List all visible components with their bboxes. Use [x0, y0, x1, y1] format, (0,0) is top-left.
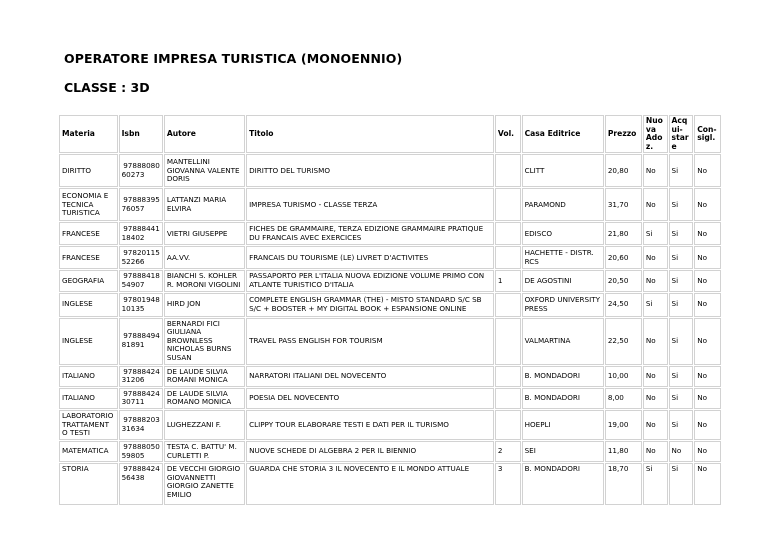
cell-consigl: No	[694, 463, 721, 505]
cell-nuova: No	[643, 441, 668, 462]
cell-titolo: GUARDA CHE STORIA 3 IL NOVECENTO E IL MONDO ATTUALE	[246, 463, 494, 505]
cell-prezzo: 21,80	[605, 222, 642, 245]
cell-vol	[495, 388, 521, 409]
cell-nuova: No	[643, 188, 668, 221]
cell-acquistare: No	[669, 441, 694, 462]
cell-consigl: No	[694, 246, 721, 269]
cell-titolo: NARRATORI ITALIANI DEL NOVECENTO	[246, 366, 494, 387]
cell-acquistare: Si	[669, 293, 694, 317]
col-autore-header: Autore	[164, 115, 245, 153]
cell-titolo: DIRITTO DEL TURISMO	[246, 154, 494, 187]
cell-autore: LATTANZI MARIA ELVIRA	[164, 188, 245, 221]
cell-vol	[495, 154, 521, 187]
cell-casa: VALMARTINA	[522, 318, 604, 365]
cell-casa: EDISCO	[522, 222, 604, 245]
cell-prezzo: 18,70	[605, 463, 642, 505]
cell-nuova: No	[643, 388, 668, 409]
cell-consigl: No	[694, 222, 721, 245]
table-row	[59, 154, 721, 187]
cell-acquistare: Si	[669, 188, 694, 221]
cell-autore: VIETRI GIUSEPPE	[164, 222, 245, 245]
cell-titolo: FRANCAIS DU TOURISME (LE) LIVRET D'ACTIVITES	[246, 246, 494, 269]
cell-materia: MATEMATICA	[59, 441, 118, 462]
cell-autore: DE LAUDE SILVIA ROMANO MONICA	[164, 388, 245, 409]
cell-prezzo: 20,60	[605, 246, 642, 269]
cell-isbn: 97888424 31206	[119, 366, 163, 387]
cell-materia: ITALIANO	[59, 366, 118, 387]
table-row	[59, 188, 721, 221]
cell-consigl: No	[694, 388, 721, 409]
page-title: OPERATORE IMPRESA TURISTICA (MONOENNIO)	[64, 51, 403, 66]
cell-titolo: IMPRESA TURISMO - CLASSE TERZA	[246, 188, 494, 221]
cell-prezzo: 31,70	[605, 188, 642, 221]
cell-isbn: 97888203 31634	[119, 410, 163, 440]
cell-nuova: No	[643, 246, 668, 269]
col-acquistare-header: Acqui- stare	[669, 115, 694, 153]
cell-prezzo: 22,50	[605, 318, 642, 365]
cell-casa: B. MONDADORI	[522, 463, 604, 505]
cell-consigl: No	[694, 270, 721, 291]
cell-vol	[495, 366, 521, 387]
cell-titolo: NUOVE SCHEDE DI ALGEBRA 2 PER IL BIENNIO	[246, 441, 494, 462]
cell-vol: 1	[495, 270, 521, 291]
table-row	[59, 366, 721, 387]
cell-materia: STORIA	[59, 463, 118, 505]
cell-isbn: 97888494 81891	[119, 318, 163, 365]
cell-vol	[495, 246, 521, 269]
cell-consigl: No	[694, 188, 721, 221]
cell-materia: GEOGRAFIA	[59, 270, 118, 291]
cell-titolo: TRAVEL PASS ENGLISH FOR TOURISM	[246, 318, 494, 365]
cell-casa: SEI	[522, 441, 604, 462]
col-nuova-header: Nuova Adoz.	[643, 115, 668, 153]
cell-autore: HIRD JON	[164, 293, 245, 317]
col-isbn-header: Isbn	[119, 115, 163, 153]
cell-autore: TESTA C. BATTU' M. CURLETTI P.	[164, 441, 245, 462]
cell-isbn: 97888395 76057	[119, 188, 163, 221]
cell-autore: AA.VV.	[164, 246, 245, 269]
cell-isbn: 97801948 10135	[119, 293, 163, 317]
cell-consigl: No	[694, 154, 721, 187]
cell-acquistare: Si	[669, 270, 694, 291]
cell-consigl: No	[694, 293, 721, 317]
cell-casa: DE AGOSTINI	[522, 270, 604, 291]
cell-nuova: No	[643, 270, 668, 291]
cell-consigl: No	[694, 441, 721, 462]
cell-isbn: 97888424 30711	[119, 388, 163, 409]
table-row	[59, 441, 721, 462]
cell-prezzo: 19,00	[605, 410, 642, 440]
cell-acquistare: Si	[669, 246, 694, 269]
cell-materia: DIRITTO	[59, 154, 118, 187]
col-consigl-header: Con- sigl.	[694, 115, 721, 153]
cell-materia: ITALIANO	[59, 388, 118, 409]
book-table	[58, 114, 722, 506]
cell-nuova: No	[643, 318, 668, 365]
cell-materia: FRANCESE	[59, 222, 118, 245]
cell-isbn: 97888080 60273	[119, 154, 163, 187]
cell-acquistare: Si	[669, 222, 694, 245]
cell-casa: PARAMOND	[522, 188, 604, 221]
cell-isbn: 97820115 52266	[119, 246, 163, 269]
cell-acquistare: Si	[669, 463, 694, 505]
class-heading: CLASSE : 3D	[64, 80, 150, 95]
cell-autore: BERNARDI FICI GIULIANA BROWNLESS NICHOLAS BURNS SUSAN	[164, 318, 245, 365]
cell-vol	[495, 318, 521, 365]
cell-acquistare: Si	[669, 318, 694, 365]
cell-nuova: Si	[643, 293, 668, 317]
cell-materia: ECONOMIA E TECNICA TURISTICA	[59, 188, 118, 221]
table-row	[59, 388, 721, 409]
cell-casa: OXFORD UNIVERSITY PRESS	[522, 293, 604, 317]
cell-titolo: FICHES DE GRAMMAIRE, TERZA EDIZIONE GRAMMAIRE PRATIQUE DU FRANCAIS AVEC EXERCICES	[246, 222, 494, 245]
table-row	[59, 293, 721, 317]
cell-vol: 2	[495, 441, 521, 462]
cell-autore: LUGHEZZANI F.	[164, 410, 245, 440]
cell-acquistare: Si	[669, 366, 694, 387]
cell-titolo: COMPLETE ENGLISH GRAMMAR (THE) - MISTO STANDARD S/C SB S/C + BOOSTER + MY DIGITAL BOOK + ESPANSIONE ONLINE	[246, 293, 494, 317]
cell-nuova: Si	[643, 463, 668, 505]
cell-titolo: PASSAPORTO PER L'ITALIA NUOVA EDIZIONE VOLUME PRIMO CON ATLANTE TURISTICO D'ITALIA	[246, 270, 494, 291]
col-prezzo-header: Prezzo	[605, 115, 642, 153]
cell-consigl: No	[694, 410, 721, 440]
cell-acquistare: Si	[669, 388, 694, 409]
cell-casa: HACHETTE - DISTR. RCS	[522, 246, 604, 269]
cell-titolo: CLIPPY TOUR ELABORARE TESTI E DATI PER IL TURISMO	[246, 410, 494, 440]
cell-vol	[495, 293, 521, 317]
cell-materia: FRANCESE	[59, 246, 118, 269]
cell-casa: CLITT	[522, 154, 604, 187]
cell-materia: INGLESE	[59, 293, 118, 317]
cell-isbn: 97888441 18402	[119, 222, 163, 245]
cell-isbn: 97888418 54907	[119, 270, 163, 291]
cell-prezzo: 20,50	[605, 270, 642, 291]
cell-vol: 3	[495, 463, 521, 505]
col-materia-header: Materia	[59, 115, 118, 153]
cell-autore: BIANCHI S. KOHLER R. MORONI VIGOLINI	[164, 270, 245, 291]
cell-prezzo: 8,00	[605, 388, 642, 409]
cell-prezzo: 24,50	[605, 293, 642, 317]
table-header-row	[59, 115, 721, 153]
table-row	[59, 246, 721, 269]
cell-vol	[495, 222, 521, 245]
table-row	[59, 410, 721, 440]
cell-acquistare: Si	[669, 154, 694, 187]
col-titolo-header: Titolo	[246, 115, 494, 153]
cell-isbn: 97888050 59805	[119, 441, 163, 462]
cell-materia: INGLESE	[59, 318, 118, 365]
cell-autore: MANTELLINI GIOVANNA VALENTE DORIS	[164, 154, 245, 187]
table-row	[59, 222, 721, 245]
cell-prezzo: 20,80	[605, 154, 642, 187]
col-vol-header: Vol.	[495, 115, 521, 153]
table-row	[59, 270, 721, 291]
col-casa-header: Casa Editrice	[522, 115, 604, 153]
cell-autore: DE LAUDE SILVIA ROMANI MONICA	[164, 366, 245, 387]
cell-isbn: 97888424 56438	[119, 463, 163, 505]
cell-prezzo: 10,00	[605, 366, 642, 387]
cell-consigl: No	[694, 366, 721, 387]
cell-casa: B. MONDADORI	[522, 388, 604, 409]
cell-autore: DE VECCHI GIORGIO GIOVANNETTI GIORGIO ZANETTE EMILIO	[164, 463, 245, 505]
cell-vol	[495, 188, 521, 221]
cell-nuova: No	[643, 410, 668, 440]
cell-prezzo: 11,80	[605, 441, 642, 462]
cell-vol	[495, 410, 521, 440]
cell-acquistare: Si	[669, 410, 694, 440]
cell-nuova: No	[643, 154, 668, 187]
cell-consigl: No	[694, 318, 721, 365]
cell-nuova: Si	[643, 222, 668, 245]
table-row	[59, 463, 721, 505]
cell-nuova: No	[643, 366, 668, 387]
cell-titolo: POESIA DEL NOVECENTO	[246, 388, 494, 409]
cell-casa: B. MONDADORI	[522, 366, 604, 387]
cell-casa: HOEPLI	[522, 410, 604, 440]
table-row	[59, 318, 721, 365]
cell-materia: LABORATORIO TRATTAMENTO TESTI	[59, 410, 118, 440]
